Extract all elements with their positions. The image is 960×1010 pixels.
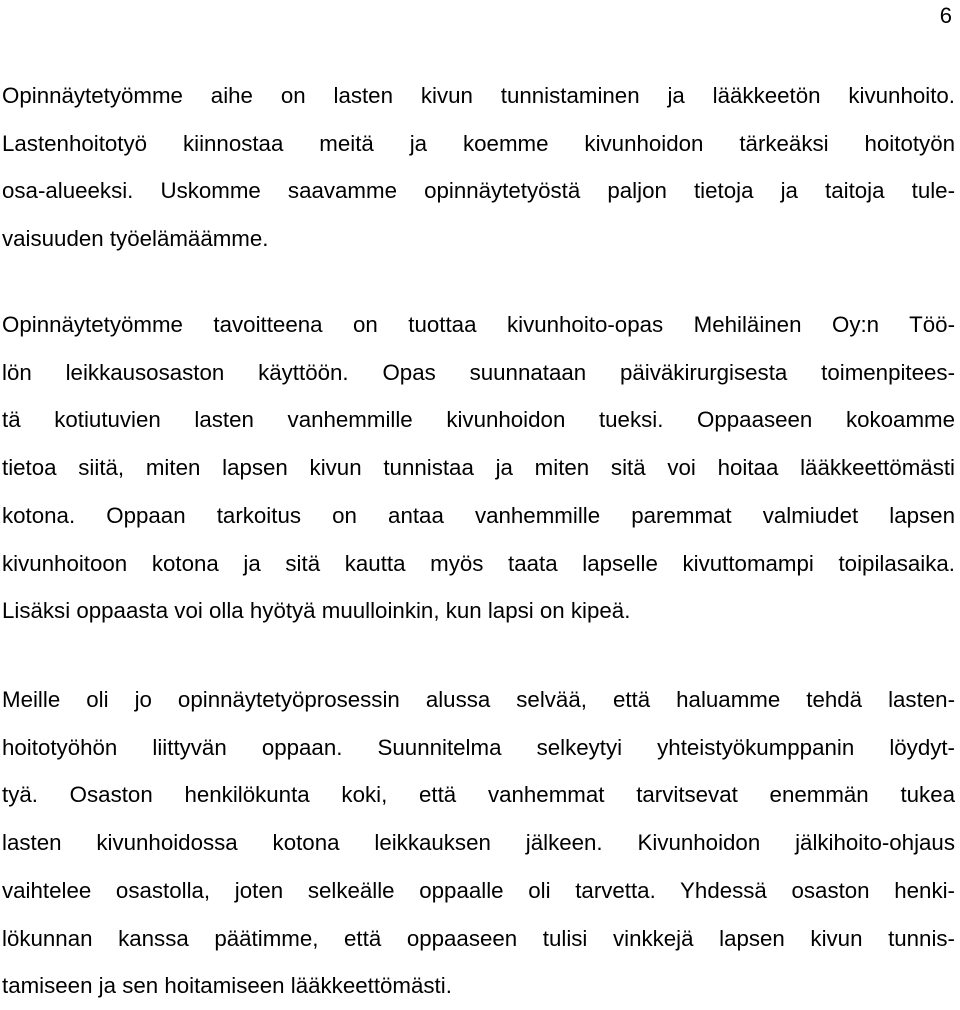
text-line: lökunnan kanssa päätimme, että oppaaseen tulisi vinkkejä lapsen kivun tunnis- (2, 925, 955, 951)
text-line: tietoa siitä, miten lapsen kivun tunnistaa ja miten sitä voi hoitaa lääkkeettömästi (2, 455, 955, 481)
text-line: kivunhoitoon kotona ja sitä kautta myös taata lapselle kivuttomampi toipilasaika. (2, 550, 955, 576)
text-line: Opinnäytetyömme tavoitteena on tuottaa kivunhoito-opas Mehiläinen Oy:n Töö- (2, 312, 955, 337)
text-line: vaihtelee osastolla, joten selkeälle oppaalle oli tarvetta. Yhdessä osaston henki- (2, 877, 955, 903)
text-line: tamiseen ja sen hoitamiseen lääkkeettömästi. (2, 973, 452, 999)
page-number: 6 (939, 3, 952, 28)
text-line: osa-alueeksi. Uskomme saavamme opinnäytetyöstä paljon tietoja ja taitoja tule- (2, 178, 955, 204)
text-line: vaisuuden työelämäämme. (2, 226, 269, 252)
text-line: tyä. Osaston henkilökunta koki, että vanhemmat tarvitsevat enemmän tukea (2, 782, 955, 808)
text-line: tä kotiutuvien lasten vanhemmille kivunhoidon tueksi. Oppaaseen kokoamme (2, 407, 955, 433)
paragraph-goal (2, 301, 955, 635)
text-line: Meille oli jo opinnäytetyöprosessin alussa selvää, että haluamme tehdä lasten- (2, 687, 955, 712)
text-line: Lisäksi oppaasta voi olla hyötyä muulloinkin, kun lapsi on kipeä. (2, 598, 631, 624)
paragraph-background (2, 676, 955, 1010)
text-line: Opinnäytetyömme aihe on lasten kivun tunnistaminen ja lääkkeetön kivunhoito. (2, 83, 955, 108)
text-line: lasten kivunhoidossa kotona leikkauksen jälkeen. Kivunhoidon jälkihoito-ohjaus (2, 830, 955, 856)
text-line: lön leikkausosaston käyttöön. Opas suunnataan päiväkirurgisesta toimenpitees- (2, 359, 955, 385)
paragraph-topic (2, 72, 955, 263)
text-line: hoitotyöhön liittyvän oppaan. Suunnitelma selkeytyi yhteistyökumppanin löydyt- (2, 734, 955, 760)
text-line: Lastenhoitotyö kiinnostaa meitä ja koemme kivunhoidon tärkeäksi hoitotyön (2, 130, 955, 156)
text-line: kotona. Oppaan tarkoitus on antaa vanhemmille paremmat valmiudet lapsen (2, 502, 955, 528)
